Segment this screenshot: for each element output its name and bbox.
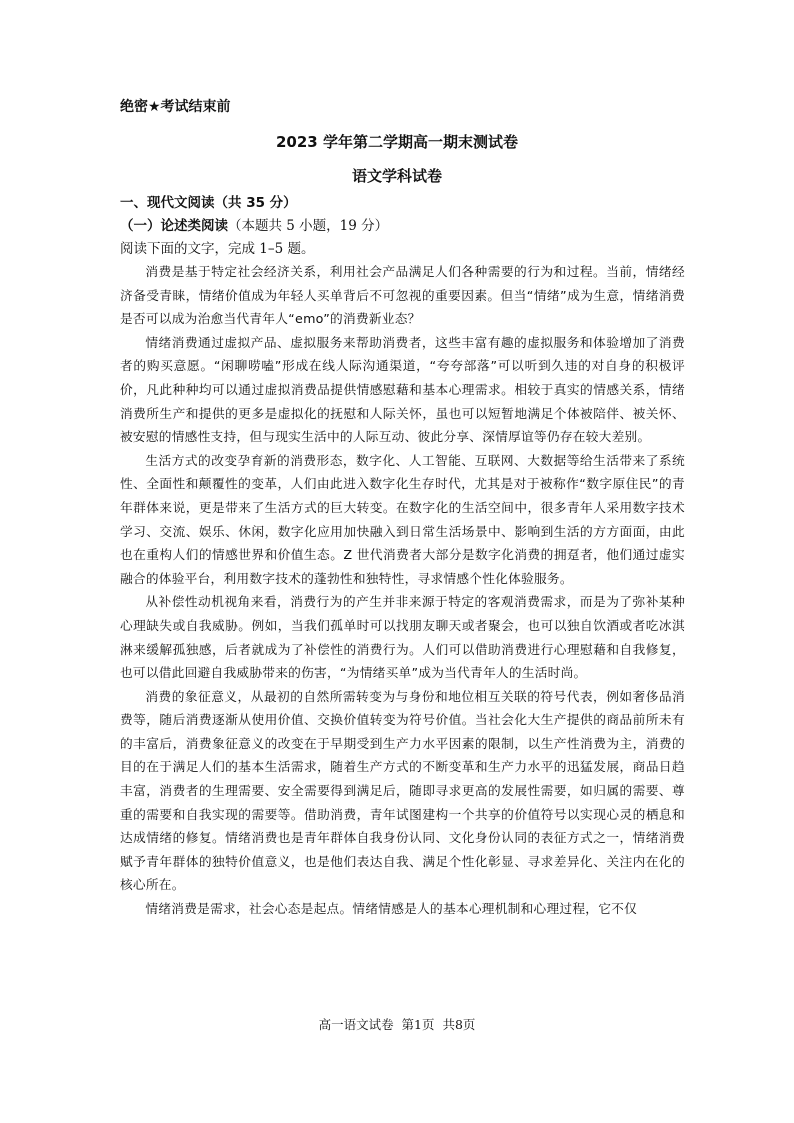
section-heading: 一、现代文阅读（共 35 分） [120,195,297,211]
page-footer: 高一语文试卷 第1页 共8页 [318,1017,476,1032]
passage-paragraph: 情绪消费通过虚拟产品、虚拟服务来帮助消费者，这些丰富有趣的虚拟服务和体验增加了消费者的购买意愿。“闲聊唠嗑”形成在线人际沟通渠道，“夸夸部落”可以听到久违的对自身的积极评价，凡此种种均可以通过虚拟消费品提供情感慰藉和基本心理需求。相较于真实的情感关系，情绪消费所生产和提供的更多是虚拟化的抚慰和人际关怀，虽也可以短暂地满足个体被陪伴、被关怀、被安慰的情感性支持，但与现实生活中的人际互动、彼此分享、深情厚谊等仍存在较大差别。 [120,334,685,445]
sub-section-note: （本题共 5 小题，19 分） [228,218,389,234]
secret-mark: 绝密★考试结束前 [120,99,231,115]
exam-title: 2023 学年第二学期高一期末测试卷 [276,133,518,151]
passage-paragraph: 生活方式的改变孕育新的消费形态，数字化、人工智能、互联网、大数据等给生活带来了系统性、全面性和颠覆性的变革，人们由此进入数字化生存时代，尤其是对于被称作“数字原住民”的青年群体来说，更是带来了生活方式的巨大转变。在数字化的生活空间中，很多青年人采用数字技术学习、交流、娱乐、休闲，数字化应用加快融入到日常生活场景中、影响到生活的方方面面，由此也在重构人们的情感世界和价值生态。Z 世代消费者大部分是数字化消费的拥趸者，他们通过虚实融合的体验平台，利用数字技术的蓬勃性和独特性，寻求情感个性化体验服务。 [120,452,685,586]
passage-paragraph: 消费的象征意义，从最初的自然所需转变为与身份和地位相互关联的符号代表，例如奢侈品消费等，随后消费逐渐从使用价值、交换价值转变为符号价值。当社会化大生产提供的商品前所未有的丰富后，消费象征意义的改变在于早期受到生产力水平因素的限制，以生产性消费为主，消费的目的在于满足人们的基本生活需求，随着生产方式的不断变革和生产力水平的迅猛发展，商品日趋丰富，消费者的生理需要、安全需要得到满足后，随即寻求更高的发展性需要，如归属的需要、尊重的需要和自我实现的需要等。借助消费，青年试图建构一个共享的价值符号以实现心灵的栖息和达成情绪的修复。情绪消费也是青年群体自我身份认同、文化身份认同的表征方式之一，情绪消费赋予青年群体的独特价值意义，也是他们表达自我、满足个性化彰显、寻求差异化、关注内在化的核心所在。 [120,688,685,893]
passage-paragraph: 从补偿性动机视角来看，消费行为的产生并非来源于特定的客观消费需求，而是为了弥补某种心理缺失或自我威胁。例如，当我们孤单时可以找朋友聊天或者聚会，也可以独自饮酒或者吃冰淇淋来缓解孤独感，后者就成为了补偿性的消费行为。人们可以借助消费进行心理慰藉和自我修复，也可以借此回避自我威胁带来的伤害，“为情绪买单”成为当代青年人的生活时尚。 [120,594,685,681]
reading-passage [120,260,685,921]
sub-section-heading [120,214,388,234]
passage-paragraph: 消费是基于特定社会经济关系，利用社会产品满足人们各种需要的行为和过程。当前，情绪经济备受青睐，情绪价值成为年轻人买单背后不可忽视的重要因素。但当“情绪”成为生意，情绪消费是否可以成为治愈当代青年人“emo”的消费新业态？ [120,264,685,327]
exam-subtitle: 语文学科试卷 [351,167,442,185]
sub-section-title: （一）论述类阅读 [120,218,228,234]
passage-paragraph: 情绪消费是需求，社会心态是起点。情绪情感是人的基本心理机制和心理过程，它不仅 [145,901,638,917]
reading-instruction: 阅读下面的文字，完成 1–5 题。 [120,241,315,257]
